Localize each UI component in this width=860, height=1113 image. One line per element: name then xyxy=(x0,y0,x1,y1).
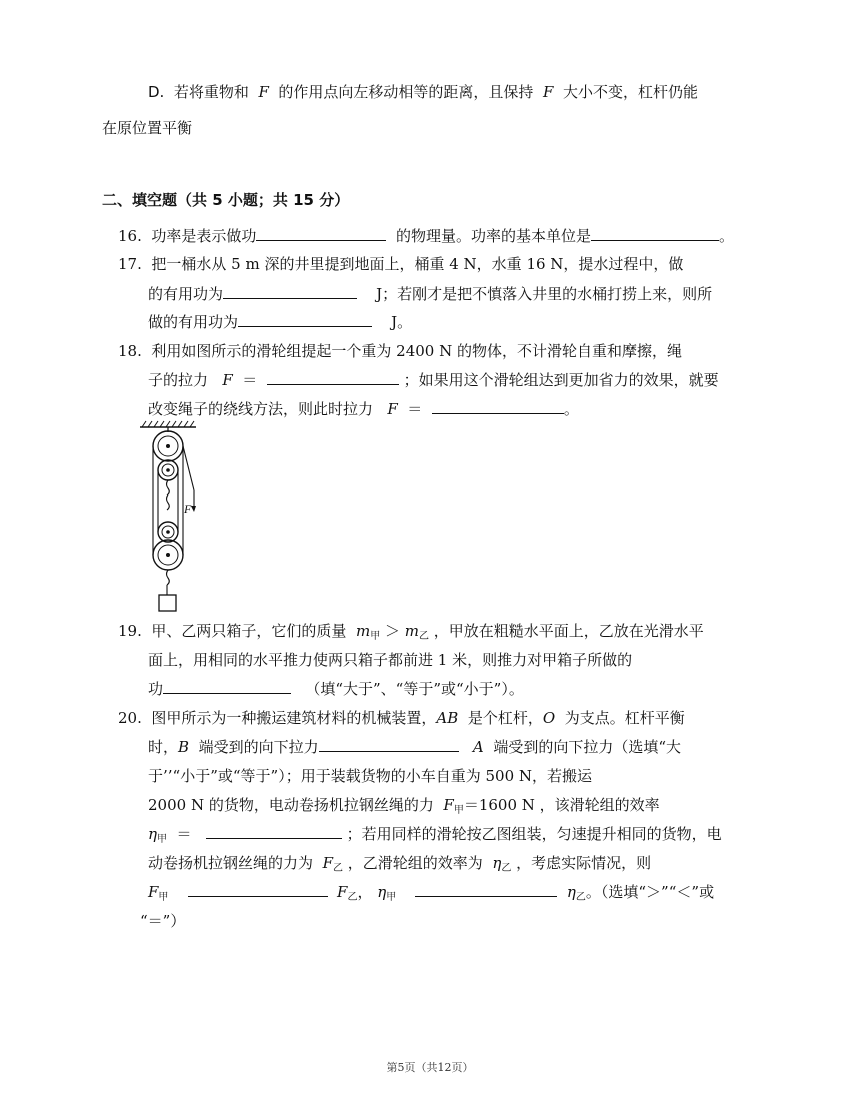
subscript-yi: 乙 xyxy=(575,892,586,903)
var-b: B xyxy=(178,738,190,756)
q20-line5 xyxy=(148,824,722,850)
equals-sign: ＝ xyxy=(407,400,423,418)
answer-blank[interactable] xyxy=(238,312,372,327)
q16-text-b: 的物理量。功率的基本单位是 xyxy=(395,227,591,245)
section-title: 二、填空题（共 5 小题；共 15 分） xyxy=(102,191,350,209)
equals-sign: ＝ xyxy=(242,371,258,389)
option-label: D. xyxy=(148,83,165,101)
answer-blank[interactable] xyxy=(267,370,399,385)
answer-blank[interactable] xyxy=(319,737,459,752)
answer-blank[interactable] xyxy=(256,226,386,241)
var-f: F xyxy=(443,796,454,814)
q19-text: 甲、乙两只箱子，它们的质量 xyxy=(151,622,347,640)
var-f: F xyxy=(322,854,333,872)
q17-text: J。 xyxy=(391,313,413,331)
subscript-jia: 甲 xyxy=(157,834,167,845)
q20-text: 动卷扬机拉钢丝绳的力为 xyxy=(148,854,314,872)
q18-line3 xyxy=(148,399,579,419)
subscript-jia: 甲 xyxy=(453,805,464,816)
ceiling-hatching xyxy=(142,421,194,427)
q17-line1 xyxy=(118,254,683,274)
force-label: F xyxy=(184,502,192,516)
equals-sign: ＝ xyxy=(176,825,192,843)
q20-text: ＝1600 N ，该滑轮组的效率 xyxy=(463,796,660,814)
q20-text: 时， xyxy=(148,738,179,756)
q19-text: 功 xyxy=(148,680,164,698)
subscript-jia: 甲 xyxy=(158,892,169,903)
q17-line2 xyxy=(148,284,712,304)
page-footer: 第5页（共12页） xyxy=(386,1061,474,1074)
q18-text: 利用如图所示的滑轮组提起一个重为 2400 N 的物体，不计滑轮自重和摩擦，绳 xyxy=(151,342,683,360)
subscript-yi: 乙 xyxy=(332,863,343,874)
var-f: F xyxy=(222,371,233,389)
var-f: F xyxy=(258,83,269,101)
var-eta: η xyxy=(148,825,157,843)
q20-line6 xyxy=(148,853,651,879)
var-f: F xyxy=(387,400,398,418)
q16-line xyxy=(118,226,734,246)
q15-text-b: 的作用点向左移动相等的距离，且保持 xyxy=(278,83,534,101)
comma: ， xyxy=(357,883,373,901)
q19-text: ，甲放在粗糙水平面上，乙放在光滑水平 xyxy=(433,622,704,640)
q20-text: 为支点。杠杆平衡 xyxy=(564,709,685,727)
var-eta: η xyxy=(377,883,387,901)
q18-text: 子的拉力 xyxy=(148,371,209,389)
question-number: 17. xyxy=(118,255,142,273)
subscript-yi: 乙 xyxy=(501,863,512,874)
q19-line1 xyxy=(118,621,704,647)
subscript-jia: 甲 xyxy=(370,631,381,642)
var-f: F xyxy=(148,883,159,901)
q20-line3: 于’’“小于”或“等于”）；用于装载货物的小车自重为 500 N，若搬运 xyxy=(148,767,593,785)
q20-line1 xyxy=(118,708,685,728)
var-m: m xyxy=(404,622,420,640)
q20-line4 xyxy=(148,795,660,821)
q20-line7 xyxy=(148,882,714,908)
q15-text-c: 大小不变，杠杆仍能 xyxy=(562,83,698,101)
answer-blank[interactable] xyxy=(188,882,328,897)
answer-blank[interactable] xyxy=(415,882,557,897)
q18-text: ；如果用这个滑轮组达到更加省力的效果，就要 xyxy=(403,371,719,389)
q20-line2 xyxy=(148,737,681,757)
greater-than: ＞ xyxy=(384,622,400,640)
var-eta: η xyxy=(566,883,576,901)
question-number: 18. xyxy=(118,342,142,360)
q20-text: 端受到的向下拉力（选填“大 xyxy=(493,738,681,756)
q20-text: ，考虑实际情况，则 xyxy=(516,854,652,872)
q20-text: ，乙滑轮组的效率为 xyxy=(347,854,483,872)
weight-box xyxy=(159,595,176,611)
q19-text: （填“大于”、“等于”或“小于”）。 xyxy=(305,680,524,698)
q17-text: 把一桶水从 5 m 深的井里提到地面上，桶重 4 N，水重 16 N，提水过程中，做 xyxy=(151,255,684,273)
q15-option-d-line1 xyxy=(148,82,698,102)
pulley-system-figure xyxy=(138,420,208,615)
subscript-yi: 乙 xyxy=(419,631,430,642)
subscript-jia: 甲 xyxy=(386,892,397,903)
q17-text: J；若刚才是把不慎落入井里的水桶打捞上来，则所 xyxy=(376,285,713,303)
q16-text-a: 功率是表示做功 xyxy=(151,227,257,245)
q19-line3 xyxy=(148,679,524,699)
answer-blank[interactable] xyxy=(163,679,291,694)
question-number: 16. xyxy=(118,227,142,245)
q20-text: ；若用同样的滑轮按乙图组装，匀速提升相同的货物，电 xyxy=(346,825,722,843)
var-f: F xyxy=(337,883,348,901)
question-number: 20. xyxy=(118,709,142,727)
q18-line2 xyxy=(148,370,719,390)
q20-line8: “＝”） xyxy=(140,912,186,930)
q17-text: 的有用功为 xyxy=(148,285,224,303)
var-f: F xyxy=(542,83,554,101)
q20-text: 。（选填“＞”“＜”或 xyxy=(585,883,715,901)
q20-text: 是个杠杆， xyxy=(467,709,543,727)
q20-text: 图甲所示为一种搬运建筑材料的机械装置， xyxy=(151,709,437,727)
q20-text: 2000 N 的货物，电动卷扬机拉钢丝绳的力 xyxy=(148,796,434,814)
var-m: m xyxy=(355,622,371,640)
var-o: O xyxy=(542,709,556,727)
question-number: 19. xyxy=(118,622,142,640)
q18-line1 xyxy=(118,341,682,361)
var-a: A xyxy=(472,738,484,756)
q19-line2: 面上，用相同的水平推力使两只箱子都前进 1 米，则推力对甲箱子所做的 xyxy=(148,651,633,669)
q15-option-d-line2: 在原位置平衡 xyxy=(102,119,193,137)
q17-line3 xyxy=(148,312,412,332)
q20-text: 端受到的向下拉力 xyxy=(198,738,319,756)
q15-text-a: 若将重物和 xyxy=(173,83,249,101)
var-ab: AB xyxy=(436,709,459,727)
answer-blank[interactable] xyxy=(223,284,357,299)
var-eta: η xyxy=(492,854,502,872)
q18-text: 改变绳子的绕线方法，则此时拉力 xyxy=(148,400,374,418)
q17-text: 做的有用功为 xyxy=(148,313,239,331)
q16-text-c: 。 xyxy=(718,227,734,245)
answer-blank[interactable] xyxy=(206,824,342,839)
subscript-yi: 乙 xyxy=(347,892,358,903)
answer-blank[interactable] xyxy=(432,399,564,414)
answer-blank[interactable] xyxy=(591,226,719,241)
q18-text: 。 xyxy=(563,400,579,418)
